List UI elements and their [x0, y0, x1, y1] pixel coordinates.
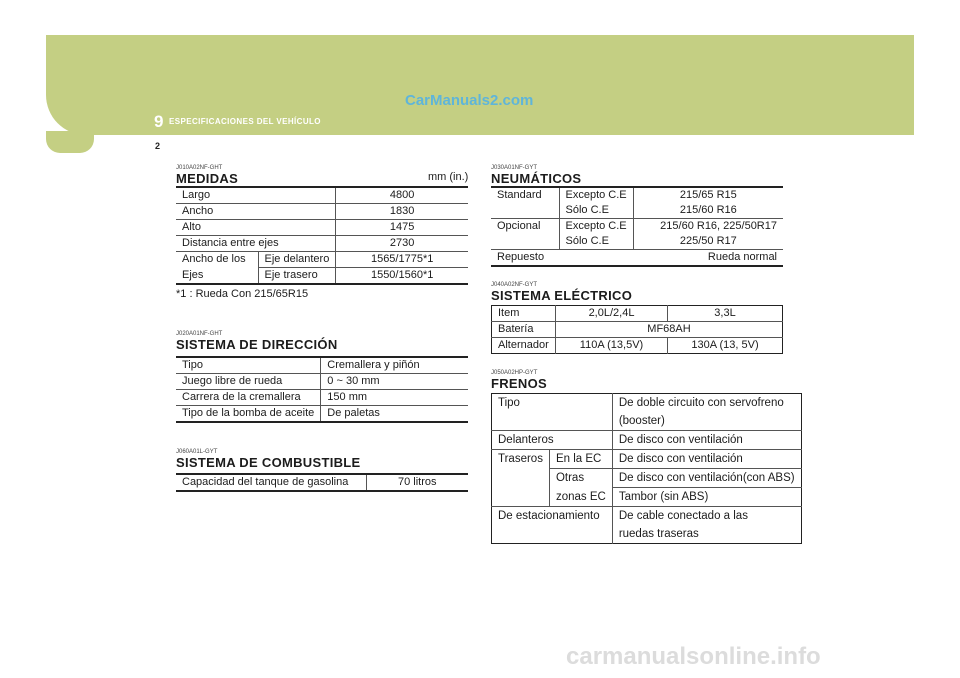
table-row — [492, 450, 802, 469]
table-row — [492, 507, 802, 526]
table-cell: Ancho de los — [176, 252, 258, 268]
table-row — [176, 220, 468, 236]
table-row — [491, 219, 783, 235]
table-cell: 0 ~ 30 mm — [321, 374, 468, 390]
table-cell: 150 mm — [321, 390, 468, 406]
table-cell: 215/65 R15 — [633, 187, 783, 203]
table-cell: 3,3L — [668, 306, 783, 322]
table-cell: Sólo C.E — [559, 234, 633, 250]
table-row — [176, 357, 468, 374]
combustible-code: J060A01L-GYT — [176, 449, 218, 455]
table-cell: Alternador — [492, 338, 556, 354]
medidas-table — [176, 186, 468, 285]
table-cell: Sólo C.E — [559, 203, 633, 219]
table-cell: Cremallera y piñón — [321, 357, 468, 374]
table-cell: (booster) — [612, 412, 801, 431]
table-cell: Excepto C.E — [559, 219, 633, 235]
watermark-top[interactable]: CarManuals2.com — [405, 92, 534, 109]
table-cell — [492, 469, 550, 488]
table-cell: Eje trasero — [258, 268, 336, 285]
neumaticos-table — [491, 186, 783, 267]
table-cell: Standard — [497, 189, 542, 201]
page-number-tab — [46, 131, 94, 153]
medidas-footnote: *1 : Rueda Con 215/65R15 — [176, 288, 309, 300]
neumaticos-title: NEUMÁTICOS — [491, 171, 582, 186]
table-cell: Tipo — [498, 397, 520, 409]
table-row — [492, 412, 802, 431]
table-cell: 1475 — [336, 220, 468, 236]
table-row — [492, 394, 802, 413]
table-row — [492, 322, 783, 338]
table-row — [176, 236, 468, 252]
table-row — [491, 234, 783, 250]
neumaticos-code: J030A01NF-GYT — [491, 165, 538, 171]
table-cell: Ejes — [182, 268, 204, 281]
table-cell: Excepto C.E — [559, 187, 633, 203]
chapter-title: ESPECIFICACIONES DEL VEHÍCULO — [169, 117, 321, 126]
table-cell: 215/60 R16, 225/50R17 — [633, 219, 783, 235]
table-cell: Tambor (sin ABS) — [612, 488, 801, 507]
table-cell: MF68AH — [556, 322, 783, 338]
table-row — [176, 268, 468, 285]
table-cell — [491, 234, 559, 250]
table-cell: De estacionamiento — [492, 507, 613, 526]
table-row — [492, 338, 783, 354]
table-cell: 1550/1560*1 — [336, 268, 468, 285]
medidas-title: MEDIDAS — [176, 171, 239, 186]
table-cell: Otras — [549, 469, 612, 488]
table-cell: 2,0L/2,4L — [556, 306, 668, 322]
table-row — [176, 187, 468, 204]
table-cell: Largo — [182, 189, 211, 201]
table-cell: Alto — [176, 220, 336, 236]
table-cell: De disco con ventilación — [612, 450, 801, 469]
table-cell: 4800 — [336, 187, 468, 204]
table-cell: 130A (13, 5V) — [668, 338, 783, 354]
table-cell: 215/60 R16 — [633, 203, 783, 219]
table-row — [491, 187, 783, 203]
electrico-title: SISTEMA ELÉCTRICO — [491, 288, 633, 303]
table-row — [491, 203, 783, 219]
frenos-title: FRENOS — [491, 376, 547, 391]
table-cell: De paletas — [321, 406, 468, 423]
table-cell: De disco con ventilación — [612, 431, 801, 450]
electrico-code: J040A02NF-GYT — [491, 282, 538, 288]
table-row — [176, 252, 468, 268]
chapter-number: 9 — [154, 112, 164, 131]
table-cell: 1830 — [336, 204, 468, 220]
table-cell: 110A (13,5V) — [556, 338, 668, 354]
table-cell: Carrera de la cremallera — [176, 390, 321, 406]
direccion-code: J020A01NF-GHT — [176, 331, 223, 337]
table-cell: Delanteros — [492, 431, 613, 450]
table-cell: Capacidad del tanque de gasolina — [182, 476, 349, 488]
table-row — [176, 204, 468, 220]
table-row — [176, 374, 468, 390]
table-cell: Tipo — [182, 359, 203, 371]
table-cell: Rueda normal — [633, 250, 783, 267]
electrico-table — [491, 305, 783, 354]
medidas-code: J010A02NF-GHT — [176, 165, 223, 171]
table-cell: De doble circuito con servofreno — [612, 394, 801, 413]
table-row — [176, 390, 468, 406]
table-cell: Opcional — [491, 219, 559, 235]
table-row — [492, 431, 802, 450]
table-cell: Repuesto — [491, 250, 559, 267]
table-cell: En la EC — [549, 450, 612, 469]
medidas-unit: mm (in.) — [428, 171, 469, 183]
table-cell: zonas EC — [549, 488, 612, 507]
table-cell: Eje delantero — [258, 252, 336, 268]
table-cell: 70 litros — [366, 474, 468, 491]
table-cell: Ancho — [176, 204, 336, 220]
table-cell: Item — [498, 307, 520, 319]
table-cell — [492, 488, 550, 507]
table-cell — [492, 525, 613, 544]
table-cell: 225/50 R17 — [633, 234, 783, 250]
frenos-table — [491, 393, 802, 544]
table-cell: Tipo de la bomba de aceite — [176, 406, 321, 423]
page-number: 2 — [155, 141, 161, 151]
table-row — [492, 525, 802, 544]
combustible-table — [176, 473, 468, 492]
table-cell — [492, 412, 613, 431]
direccion-title: SISTEMA DE DIRECCIÓN — [176, 337, 338, 352]
table-cell: Distancia entre ejes — [176, 236, 336, 252]
table-cell: Traseros — [492, 450, 550, 469]
combustible-title: SISTEMA DE COMBUSTIBLE — [176, 455, 361, 470]
table-cell: Batería — [492, 322, 556, 338]
table-row — [492, 469, 802, 488]
table-cell: Juego libre de rueda — [176, 374, 321, 390]
table-row — [492, 488, 802, 507]
direccion-table — [176, 356, 468, 423]
table-cell: 2730 — [336, 236, 468, 252]
table-row — [176, 474, 468, 491]
table-cell: De cable conectado a las — [612, 507, 801, 526]
table-row — [492, 306, 783, 322]
frenos-code: J050A02HP-GYT — [491, 370, 538, 376]
watermark-bottom: carmanualsonline.info — [566, 643, 821, 670]
table-row — [491, 250, 783, 267]
table-cell: ruedas traseras — [612, 525, 801, 544]
table-row — [176, 406, 468, 423]
table-cell — [491, 203, 559, 219]
table-cell: De disco con ventilación(con ABS) — [612, 469, 801, 488]
table-cell — [559, 250, 633, 267]
table-cell: 1565/1775*1 — [336, 252, 468, 268]
